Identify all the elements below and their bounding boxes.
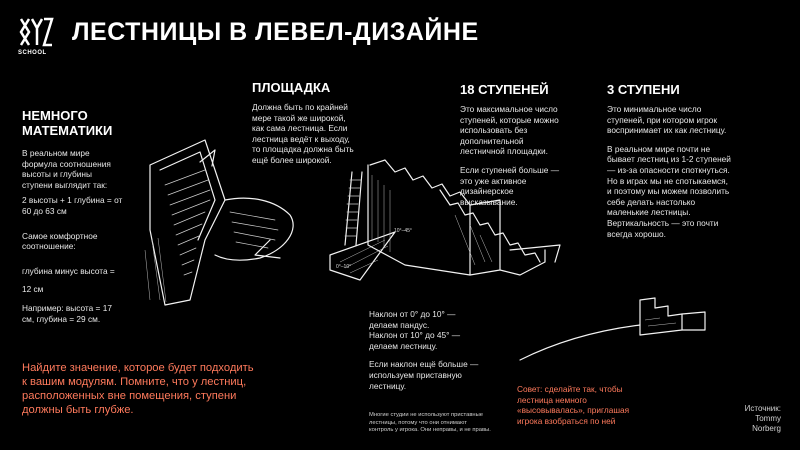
advice-text <box>517 384 657 426</box>
source-label: Источник: <box>744 404 781 413</box>
eighteen-text <box>460 104 570 207</box>
three-line: маленькие лестницы. <box>607 207 691 218</box>
angle-label-stair: 10°–45° <box>394 228 412 234</box>
slope-footnote <box>369 412 509 435</box>
platform-line: то площадка должна быть <box>252 144 354 155</box>
math-line: формула соотношения <box>22 158 111 169</box>
advice-line: игрока взобраться по ней <box>517 415 616 426</box>
math-heading <box>22 108 112 138</box>
platform-heading: ПЛОЩАДКА <box>252 80 331 95</box>
math-line: В реальном мире <box>22 148 90 158</box>
three-line: воспринимает их как лестницу. <box>607 125 727 136</box>
advice-line: «высовывалась», приглашая <box>517 405 630 416</box>
hint-line: к вашим модулям. Помните, что у лестниц, <box>22 376 247 388</box>
platform-line: мере такой же широкой, <box>252 112 346 123</box>
slope-footnote-line: контроль у игрока. Они неправы, и не правы. <box>369 427 491 434</box>
three-line: Но в играх мы не спотыкаемся, <box>607 175 728 186</box>
eighteen-line: лестничной площадки. <box>460 146 548 157</box>
eighteen-line: это уже активное <box>460 175 527 186</box>
slope-line: делаем лестницу. <box>369 340 438 351</box>
advice-line: Совет: сделайте так, чтобы <box>517 384 623 394</box>
eighteen-line: дополнительной <box>460 135 524 146</box>
slope-footnote-line: Многие студии не используют приставные <box>369 412 484 418</box>
slope-line: делаем пандус. <box>369 319 430 330</box>
three-line: себе делать настолько <box>607 196 696 207</box>
eighteen-line: ступеней, которые можно <box>460 114 559 125</box>
math-text <box>22 148 137 324</box>
eighteen-line: Это максимальное число <box>460 104 558 114</box>
eighteen-line: высказывание. <box>460 196 518 207</box>
math-line: см, глубина = 29 см. <box>22 313 101 324</box>
hint-line: расположенных вне помещения, ступени <box>22 390 237 402</box>
three-line: ступеней, при котором игрок <box>607 114 718 125</box>
slope-line: используем приставную <box>369 369 462 380</box>
platform-line: лестница ведёт к выходу, <box>252 133 350 144</box>
math-line: высоты и глубины <box>22 169 92 180</box>
slope-line: Наклон от 0° до 10° — <box>369 309 456 319</box>
math-line: ступени выглядит так: <box>22 179 108 190</box>
slope-footnote-line: лестницы, потому что они отнимают <box>369 419 467 426</box>
three-text <box>607 104 747 239</box>
slope-line: лестницу. <box>369 380 406 391</box>
eighteen-line: дизайнерское <box>460 186 514 197</box>
math-line: 2 высоты + 1 глубина = от <box>22 195 123 206</box>
three-line: всегда хорошо. <box>607 228 666 239</box>
slope-line: Наклон от 10° до 45° — <box>369 330 461 341</box>
source-author: Tommy Norberg <box>752 414 781 433</box>
three-line: Это минимальное число <box>607 104 702 114</box>
platform-line: Должна быть по крайней <box>252 102 348 112</box>
three-step-sketch <box>520 298 705 360</box>
three-line: и поэтому мы можем позволить <box>607 186 730 197</box>
slope-text <box>369 309 489 391</box>
math-line: Например: высота = 17 <box>22 302 112 313</box>
logo-subtitle: SCHOOL <box>18 50 47 56</box>
three-line: бывает лестниц из 1-2 ступеней <box>607 154 731 165</box>
platform-line: как сама лестница. Если <box>252 123 348 134</box>
angle-label-ramp: 0°–10° <box>336 264 352 270</box>
math-line: соотношение: <box>22 241 76 252</box>
hint-line: Найдите значение, которое будет подходить <box>22 362 254 374</box>
hint-line: должны быть глубже. <box>22 404 134 416</box>
three-line: В реальном мире почти не <box>607 143 711 154</box>
three-heading: 3 СТУПЕНИ <box>607 82 680 97</box>
math-heading-line: НЕМНОГО <box>22 108 88 123</box>
three-line: — из-за опасности споткнуться. <box>607 164 730 175</box>
math-line: 60 до 63 см <box>22 205 67 216</box>
source <box>725 404 781 434</box>
eighteen-line: Если ступеней больше — <box>460 164 560 175</box>
platform-text <box>252 102 367 166</box>
eighteen-line: использовать без <box>460 125 528 136</box>
page-title: ЛЕСТНИЦЫ В ЛЕВЕЛ-ДИЗАЙНЕ <box>72 18 479 46</box>
three-line: Вертикальность — это почти <box>607 217 719 228</box>
slope-line: Если наклон ещё больше — <box>369 359 479 370</box>
math-line: глубина минус высота = <box>22 265 115 276</box>
hint-text <box>22 361 282 417</box>
platform-line: ещё более широкой. <box>252 154 332 165</box>
math-heading-line: МАТЕМАТИКИ <box>22 123 113 138</box>
eighteen-heading: 18 СТУПЕНЕЙ <box>460 82 549 97</box>
math-line: Самое комфортное <box>22 230 98 241</box>
advice-line: лестница немного <box>517 394 587 405</box>
math-line: 12 см <box>22 284 44 295</box>
